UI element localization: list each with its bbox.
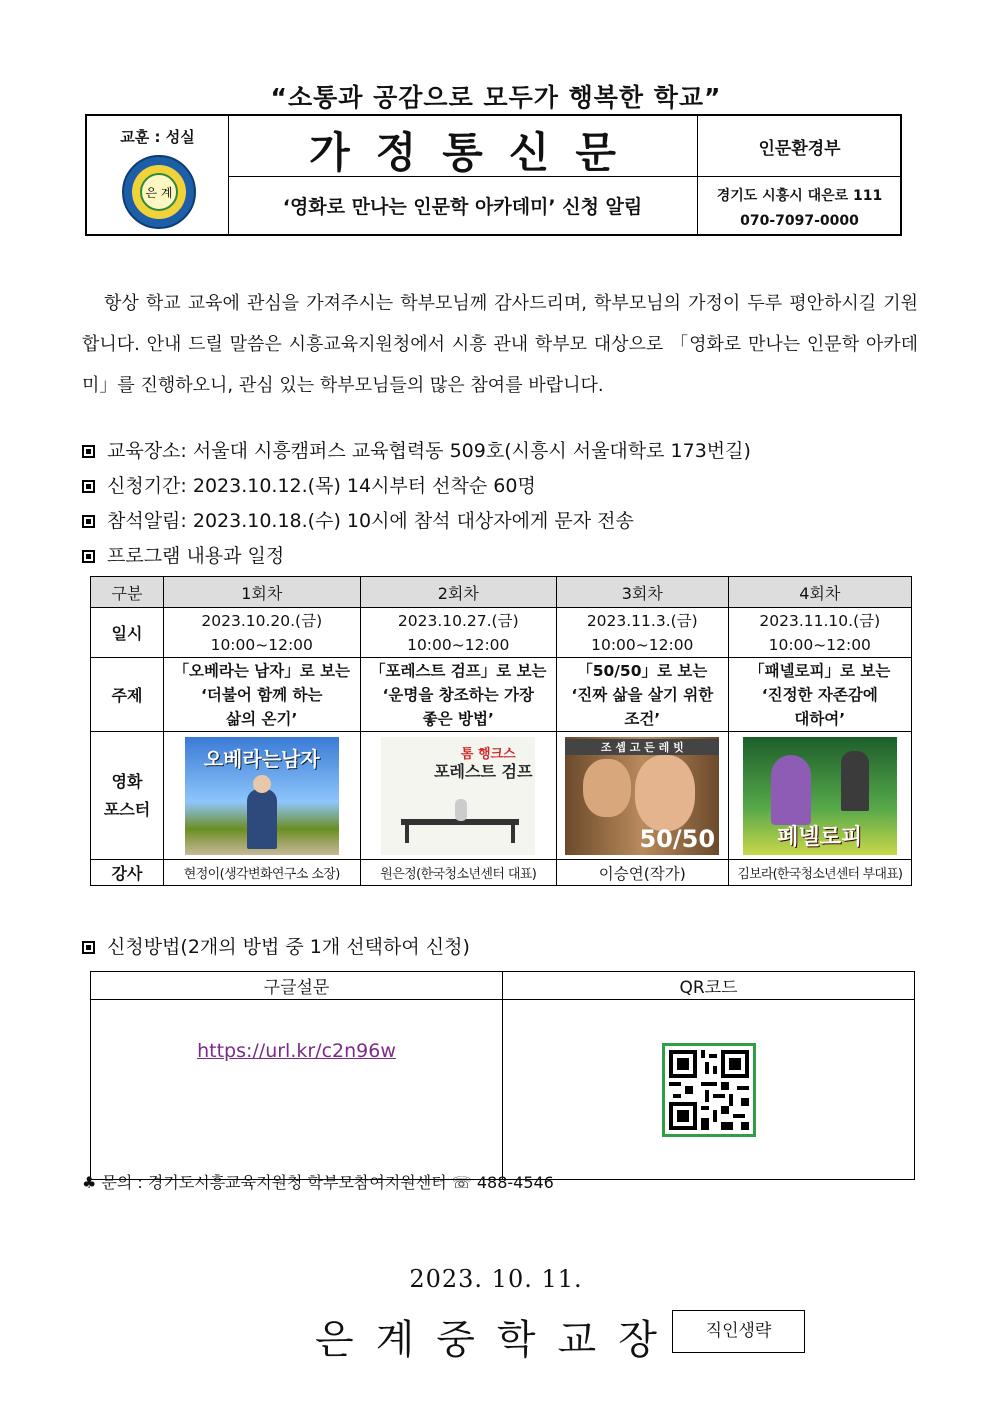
apply-table (90, 971, 915, 1180)
school-address: 경기도 시흥시 대은로 111 (716, 188, 883, 204)
slogan: “소통과 공감으로 모두가 행복한 학교” (270, 83, 722, 112)
table-row (91, 732, 912, 860)
session-topic: 「패넬로피」로 보는 ‘진정한 자존감에 대하여’ (728, 658, 911, 732)
movie-poster-50-50: 조 셉 고 든 레 빗 50/50 (565, 737, 719, 855)
header-session: 2회차 (360, 577, 557, 608)
schedule-table (90, 576, 912, 886)
poster-cell (164, 732, 361, 860)
intro-paragraph: 항상 학교 교육에 관심을 가져주시는 학부모님께 감사드리며, 학부모님의 가정이 두루 평안하시길 기원합니다. 안내 드릴 말씀은 시흥교육지원청에서 시흥 관내 학부모 대상으로 「영화로 만나는 인문학 아카데미」를 진행하오니, 관심 있는 학부모님들의 많은 참여를 바랍니다. (82, 293, 918, 396)
session-instructor: 원은정(한국청소년센터 대표) (360, 860, 557, 886)
qr-code-icon[interactable] (662, 1043, 756, 1137)
session-instructor: 현정이(생각변화연구소 소장) (164, 860, 361, 886)
movie-poster-ove: 오베라는남자 (185, 737, 339, 855)
session-topic: 「오베라는 남자」로 보는 ‘더불어 함께 하는 삶의 온기’ (164, 658, 361, 732)
seal-omitted-box: 직인생략 (672, 1310, 805, 1353)
contact-info: ♣ 문의 : 경기도시흥교육지원청 학부모참여지원센터 ☏ 488-4546 (82, 1173, 554, 1192)
session-topic: 「포레스트 검프」로 보는 ‘운명을 창조하는 가장 좋은 방법’ (360, 658, 557, 732)
table-row (91, 658, 912, 732)
square-bullet-icon (82, 515, 95, 528)
letter-header (85, 114, 902, 236)
session-datetime: 2023.11.3.(금) 10:00~12:00 (557, 608, 729, 658)
page-title: 가정통신문 (309, 128, 642, 177)
bullet-notice: 참석알림: 2023.10.18.(수) 10시에 참석 대상자에게 문자 전송 (82, 506, 634, 533)
poster-cell (360, 732, 557, 860)
issue-date: 2023. 10. 11. (409, 1265, 583, 1293)
bullet-location: 교육장소: 서울대 시흥캠퍼스 교육협력동 509호(시흥시 서울대학로 173번길) (82, 436, 751, 463)
square-bullet-icon (82, 941, 95, 954)
qr-cell (503, 1000, 915, 1180)
school-motto: 교훈 : 성실 (120, 128, 195, 146)
department: 인문환경부 (758, 139, 841, 159)
poster-cell (557, 732, 729, 860)
bullet-program: 프로그램 내용과 일정 (82, 541, 284, 568)
session-instructor: 이승연(작가) (557, 860, 729, 886)
square-bullet-icon (82, 445, 95, 458)
header-session: 3회차 (557, 577, 729, 608)
label-poster: 영화 포스터 (91, 732, 164, 860)
survey-link[interactable]: https://url.kr/c2n96w (197, 1040, 396, 1062)
table-row (91, 1000, 915, 1180)
google-form-cell (91, 1000, 503, 1180)
table-row (91, 608, 912, 658)
movie-poster-penelope: 페넬로피 (743, 737, 897, 855)
session-datetime: 2023.10.20.(금) 10:00~12:00 (164, 608, 361, 658)
header-session: 1회차 (164, 577, 361, 608)
table-row (91, 577, 912, 608)
label-topic: 주제 (91, 658, 164, 732)
table-row (91, 972, 915, 1000)
header-google-form: 구글설문 (91, 972, 503, 1000)
header-session: 4회차 (728, 577, 911, 608)
emblem-text: 은 계 (145, 186, 173, 200)
principal-signature: 은계중학교장 (315, 1317, 679, 1363)
movie-poster-forrest-gump: 톰 행크스 포레스트 검프 (381, 737, 535, 855)
header-qr-code: QR코드 (503, 972, 915, 1000)
square-bullet-icon (82, 480, 95, 493)
school-emblem-icon (121, 154, 197, 230)
session-datetime: 2023.10.27.(금) 10:00~12:00 (360, 608, 557, 658)
bullet-apply-method: 신청방법(2개의 방법 중 1개 선택하여 신청) (82, 932, 470, 959)
table-row (91, 860, 912, 886)
header-category: 구분 (91, 577, 164, 608)
session-datetime: 2023.11.10.(금) 10:00~12:00 (728, 608, 911, 658)
bullet-period: 신청기간: 2023.10.12.(목) 14시부터 선착순 60명 (82, 471, 536, 498)
school-phone: 070-7097-0000 (740, 213, 859, 229)
school-contact (697, 184, 902, 234)
label-date: 일시 (91, 608, 164, 658)
label-instructor: 강사 (91, 860, 164, 886)
poster-cell (728, 732, 911, 860)
session-instructor: 김보라(한국청소년센터 부대표) (728, 860, 911, 886)
notice-subtitle: ‘영화로 만나는 인문학 아카데미’ 신청 알림 (282, 196, 643, 218)
session-topic: 「50/50」로 보는 ‘진짜 삶을 살기 위한 조건’ (557, 658, 729, 732)
square-bullet-icon (82, 550, 95, 563)
